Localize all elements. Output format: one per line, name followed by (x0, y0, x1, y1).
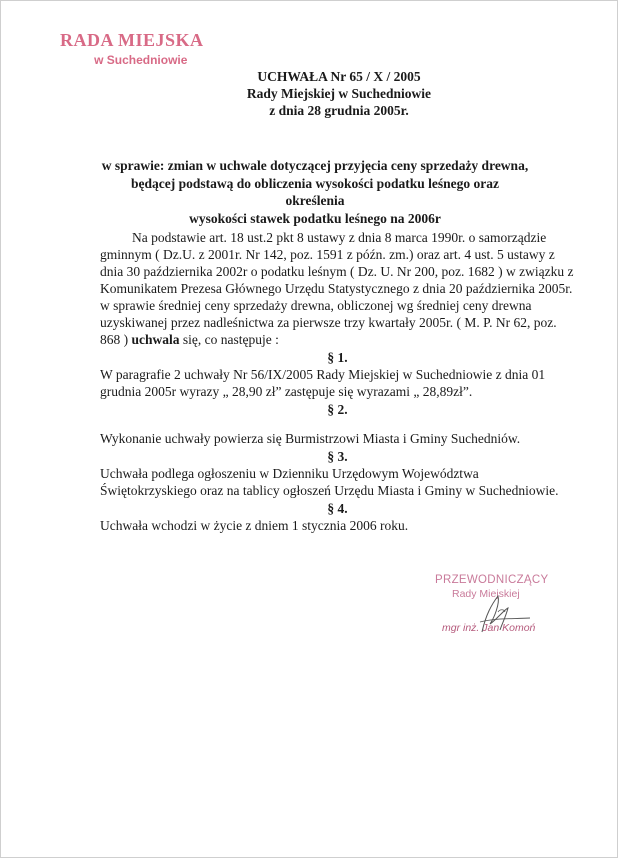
section-1-text: W paragrafie 2 uchwały Nr 56/IX/2005 Rady Miejskiej w Suchedniowie z dnia 01 grudnia 2005r wyrazy „ 28,90 zł” zastępuje się wyrazami „ 28,89zł”. (100, 367, 546, 399)
resolution-date: z dnia 28 grudnia 2005r. (269, 103, 409, 118)
resolution-title: UCHWAŁA Nr 65 / X / 2005 (257, 69, 421, 84)
preamble-tail: się, co następuje : (179, 332, 279, 347)
section-1-title: § 1. (327, 350, 348, 365)
preamble-text: Na podstawie art. 18 ust.2 pkt 8 ustawy z dnia 8 marca 1990r. o samorządzie gminnym ( Dz.U. z 2001r. Nr 142, poz. 1591 z późn. zm.) oraz art. 4 ust. 5 ustawy z dnia 30 października 2002r o podatku leśnym ( Dz. U. Nr 200, poz. 1682 ) w związku z Komunikatem Prezesa Głównego Urzędu Statystycznego z dnia 20 października 2005r. w sprawie średniej ceny sprzedaży drewna, obliczonej wg średniej ceny drewna uzyskiwanej przez nadleśnictwa za pierwsze trzy kwartały 2005r. ( M. P. Nr 62, poz. 868 ) (100, 230, 574, 347)
section-3-title: § 3. (327, 449, 348, 464)
resolution-issuer: Rady Miejskiej w Suchedniowie (246, 86, 432, 101)
stamp-line-1: RADA MIEJSKA (60, 30, 204, 50)
subject-line-1: w sprawie: zmian w uchwale dotyczącej przyjęcia ceny sprzedaży drewna, (101, 158, 529, 173)
handwritten-signature-icon (420, 574, 590, 644)
section-4-title: § 4. (327, 501, 348, 516)
section-4-text: Uchwała wchodzi w życie z dniem 1 stycznia 2006 roku. (100, 518, 409, 533)
resolution-subject (100, 157, 530, 227)
preamble-bold: uchwala (131, 332, 180, 347)
resolution-body (100, 229, 575, 534)
resolution-header (0, 68, 618, 119)
signature-line-1: PRZEWODNICZĄCY (435, 574, 549, 586)
section-2-title: § 2. (327, 402, 348, 417)
section-2-text: Wykonanie uchwały powierza się Burmistrzowi Miasta i Gminy Suchedniów. (100, 431, 521, 446)
subject-line-2: będącej podstawą do obliczenia wysokości podatku leśnego oraz określenia (131, 175, 499, 208)
signature-line-2: Rady Miejskiej (452, 588, 520, 600)
signature-line-3: mgr inż. Jan Komoń (442, 622, 536, 634)
stamp-line-2: w Suchedniowie (94, 53, 188, 67)
section-3-text: Uchwała podlega ogłoszeniu w Dzienniku Urzędowym Województwa Świętokrzyskiego oraz na tablicy ogłoszeń Urzędu Miasta i Gminy w Suchedniowie. (100, 466, 559, 498)
chairman-signature-stamp (420, 574, 590, 644)
preamble (100, 229, 575, 348)
council-stamp (60, 30, 204, 67)
subject-line-3: wysokości stawek podatku leśnego na 2006r (189, 210, 441, 226)
